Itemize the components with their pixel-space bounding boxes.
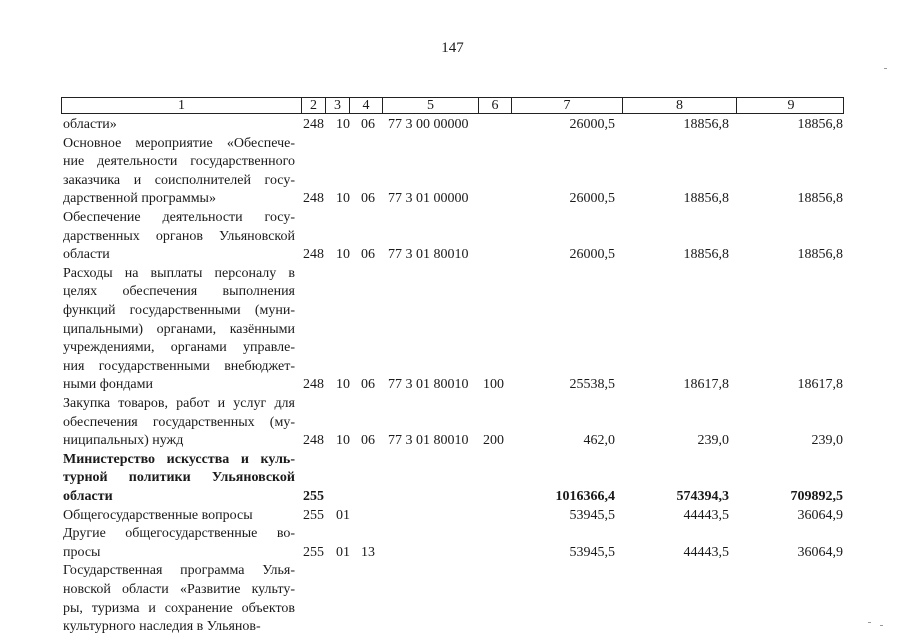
header-col-8: 8: [622, 98, 736, 113]
description-line: просы: [63, 544, 101, 560]
description-line: обеспечения государственных (му-: [63, 414, 295, 430]
cell-c3: 10: [336, 433, 350, 449]
cell-c7: 26000,5: [569, 247, 615, 263]
cell-c5: 77 3 01 80010: [388, 247, 469, 263]
cell-c7: 53945,5: [569, 544, 615, 560]
header-col-6: 6: [478, 98, 511, 113]
description-line: Общегосударственные вопросы: [63, 507, 253, 523]
cell-c4: 06: [361, 247, 375, 263]
description-line: Основное мероприятие «Обеспече-: [63, 135, 295, 151]
description-line: области: [63, 247, 110, 263]
cell-c3: 10: [336, 377, 350, 393]
description-line: дарственных органов Ульяновской: [63, 228, 295, 244]
cell-c8: 18617,8: [683, 377, 729, 393]
description-line: целях обеспечения выполнения: [63, 284, 295, 300]
header-col-5: 5: [382, 98, 478, 113]
scan-speck: [884, 68, 887, 69]
header-col-7: 7: [511, 98, 622, 113]
cell-c2: 255: [303, 544, 324, 560]
cell-c4: 06: [361, 117, 375, 132]
table-header: [61, 97, 844, 114]
cell-c2: 248: [303, 117, 324, 132]
cell-c8: 574394,3: [676, 488, 729, 504]
cell-c7: 26000,5: [569, 191, 615, 207]
header-col-9: 9: [736, 98, 845, 113]
description-line: Министерство искусства и куль-: [63, 451, 295, 467]
row-description: [63, 451, 295, 507]
cell-c4: 06: [361, 191, 375, 207]
cell-c2: 255: [303, 507, 324, 523]
row-description: [63, 525, 295, 562]
description-line: Другие общегосударственные во-: [63, 526, 295, 542]
cell-c2: 248: [303, 433, 324, 449]
cell-c3: 10: [336, 117, 350, 132]
description-line: ными фондами: [63, 377, 154, 393]
description-line: области: [63, 488, 113, 504]
cell-c5: 77 3 01 80010: [388, 433, 469, 449]
cell-c9: 239,0: [811, 433, 843, 449]
cell-c2: 248: [303, 191, 324, 207]
description-line: функций государственными (муни-: [63, 302, 295, 318]
description-line: турной политики Ульяновской: [63, 470, 295, 486]
description-line: ние деятельности государственного: [63, 154, 295, 170]
description-line: ния государственными внебюджет-: [63, 358, 295, 374]
row-description: [63, 395, 295, 451]
cell-c8: 18856,8: [683, 247, 729, 263]
description-line: культурного наследия в Ульянов-: [63, 619, 261, 635]
header-col-1: 1: [178, 98, 185, 113]
cell-c6: 200: [483, 433, 504, 449]
description-line: ниципальных) нужд: [63, 433, 184, 449]
scan-speck: [880, 625, 883, 626]
description-line: Расходы на выплаты персоналу в: [63, 265, 295, 281]
description-line: дарственной программы»: [63, 191, 216, 207]
cell-c2: 248: [303, 377, 324, 393]
cell-c8: 18856,8: [683, 117, 729, 132]
cell-c4: 06: [361, 377, 375, 393]
row-description: [63, 209, 295, 265]
header-col-2: 2: [301, 98, 325, 113]
header-col-3: 3: [325, 98, 349, 113]
cell-c3: 01: [336, 507, 350, 523]
description-line: Обеспечение деятельности госу-: [63, 210, 295, 225]
cell-c8: 239,0: [697, 433, 729, 449]
cell-c2: 255: [303, 488, 324, 504]
header-col-4: 4: [349, 98, 382, 113]
cell-c8: 44443,5: [683, 507, 729, 523]
cell-c7: 462,0: [583, 433, 615, 449]
cell-c5: 77 3 01 00000: [388, 191, 469, 207]
description-line: ры, туризма и сохранение объектов: [63, 600, 295, 616]
cell-c9: 36064,9: [797, 507, 843, 523]
cell-c9: 709892,5: [790, 488, 843, 504]
cell-c3: 10: [336, 191, 350, 207]
cell-c4: 13: [361, 544, 375, 560]
scan-speck: [868, 622, 871, 623]
cell-c9: 36064,9: [797, 544, 843, 560]
page-number: 147: [441, 40, 464, 56]
cell-c9: 18617,8: [797, 377, 843, 393]
row-description: [63, 116, 295, 135]
cell-c5: 77 3 00 00000: [388, 117, 469, 132]
description-line: Государственная программа Улья-: [63, 563, 295, 579]
row-description: [63, 265, 295, 395]
cell-c2: 248: [303, 247, 324, 263]
cell-c5: 77 3 01 80010: [388, 377, 469, 393]
cell-c6: 100: [483, 377, 504, 393]
cell-c9: 18856,8: [797, 117, 843, 132]
cell-c4: 06: [361, 433, 375, 449]
cell-c7: 53945,5: [569, 507, 615, 523]
row-description: [63, 135, 295, 209]
cell-c3: 10: [336, 247, 350, 263]
description-line: Закупка товаров, работ и услуг для: [63, 396, 295, 411]
cell-c3: 01: [336, 544, 350, 560]
description-line: учреждениями, органами управле-: [63, 340, 295, 356]
description-line: заказчика и соисполнителей госу-: [63, 172, 295, 188]
cell-c8: 18856,8: [683, 191, 729, 207]
description-line: области»: [63, 117, 117, 132]
cell-c7: 25538,5: [569, 377, 615, 393]
cell-c9: 18856,8: [797, 191, 843, 207]
cell-c9: 18856,8: [797, 247, 843, 263]
row-description: [63, 507, 295, 526]
row-description: [63, 562, 295, 636]
cell-c8: 44443,5: [683, 544, 729, 560]
description-line: новской области «Развитие культу-: [63, 581, 295, 597]
cell-c7: 26000,5: [569, 117, 615, 132]
description-line: ципальными) органами, казёнными: [63, 321, 295, 337]
cell-c7: 1016366,4: [555, 488, 615, 504]
